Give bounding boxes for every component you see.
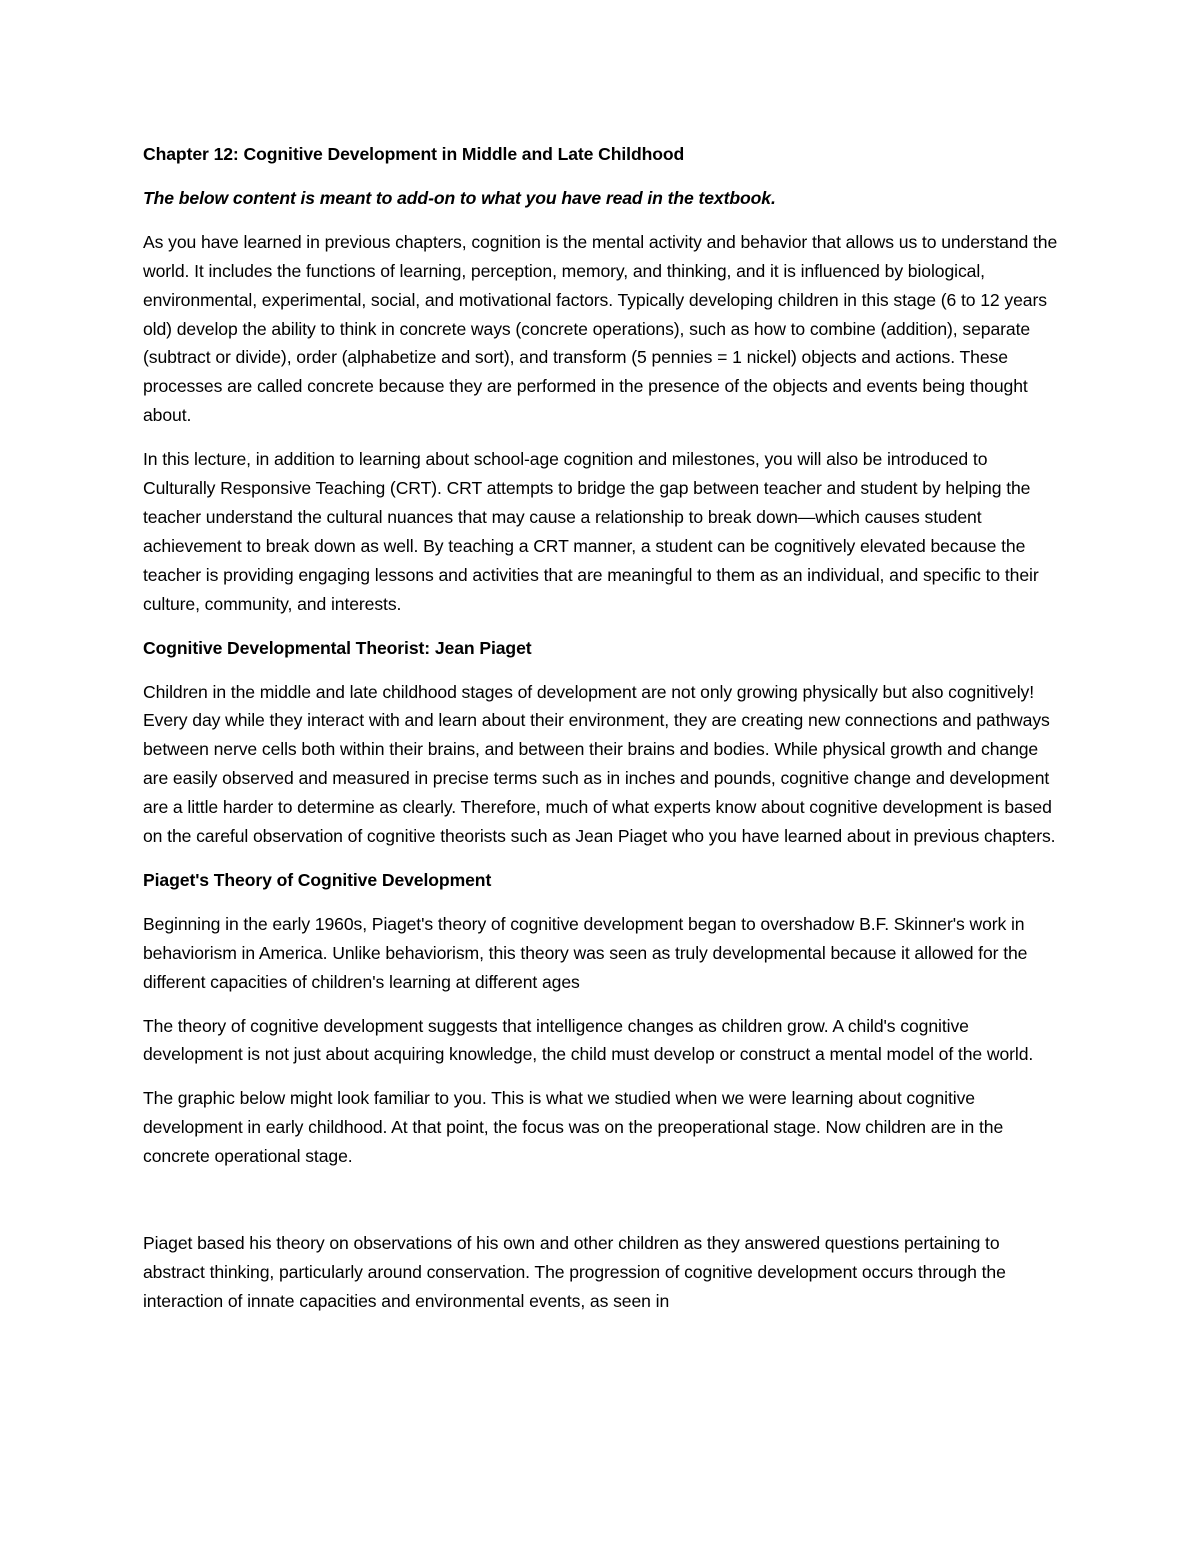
graphic-placeholder-gap [143, 1186, 1061, 1229]
paragraph-piaget-history: Beginning in the early 1960s, Piaget's theory of cognitive development began to overshadow B.F. Skinner's work in behaviorism in America. Unlike behaviorism, this theory was seen as truly developmental because it allowed for the different capacities of children's learning at different ages [143, 913, 1028, 992]
document-page [143, 140, 1061, 1331]
paragraph-middle-childhood-cognition: Children in the middle and late childhood stages of development are not only growing physically but also cognitively! Every day while they interact with and learn about their environment, they are creating new connections and pathways between nerve cells both within their brains, and between their brains and bodies. While physical growth and change are easily observed and measured in precise terms such as in inches and pounds, cognitive change and development are a little harder to determine as clearly. Therefore, much of what experts know about cognitive development is based on the careful observation of cognitive theorists such as Jean Piaget who you have learned about in previous chapters. [143, 681, 1056, 847]
section-heading-piaget-theory: Piaget's Theory of Cognitive Development [143, 869, 492, 890]
paragraph-piaget-observations: Piaget based his theory on observations of his own and other children as they answered questions pertaining to abstract thinking, particularly around conservation. The progression of cognitive development occurs through the interaction of innate capacities and environmental events, as seen in [143, 1233, 1006, 1311]
paragraph-graphic-reference: The graphic below might look familiar to you. This is what we studied when we were learning about cognitive development in early childhood. At that point, the focus was on the preoperational stage. Now children are in the concrete operational stage. [143, 1088, 1004, 1167]
intro-note: The below content is meant to add-on to what you have read in the textbook. [143, 187, 776, 208]
section-heading-piaget: Cognitive Developmental Theorist: Jean Piaget [143, 637, 532, 658]
chapter-title: Chapter 12: Cognitive Development in Middle and Late Childhood [143, 144, 685, 164]
paragraph-crt-intro: In this lecture, in addition to learning about school-age cognition and milestones, you will also be introduced to Culturally Responsive Teaching (CRT). CRT attempts to bridge the gap between teacher and student by helping the teacher understand the cultural nuances that may cause a relationship to break down—which causes student achievement to break down as well. By teaching a CRT manner, a student can be cognitively elevated because the teacher is providing engaging lessons and activities that are meaningful to them as an individual, and specific to their culture, community, and interests. [143, 449, 1039, 614]
paragraph-cognition-definition: As you have learned in previous chapters, cognition is the mental activity and behavior that allows us to understand the world. It includes the functions of learning, perception, memory, and thinking, and it is influenced by biological, environmental, experimental, social, and motivational factors. Typically developing children in this stage (6 to 12 years old) develop the ability to think in concrete ways (concrete operations), such as how to combine (addition), separate (subtract or divide), order (alphabetize and sort), and transform (5 pennies = 1 nickel) objects and actions. These processes are called concrete because they are performed in the presence of the objects and events being thought about. [143, 231, 1058, 426]
paragraph-theory-summary: The theory of cognitive development suggests that intelligence changes as children grow. A child's cognitive development is not just about acquiring knowledge, the child must develop or construct a mental model of the world. [143, 1015, 1034, 1065]
